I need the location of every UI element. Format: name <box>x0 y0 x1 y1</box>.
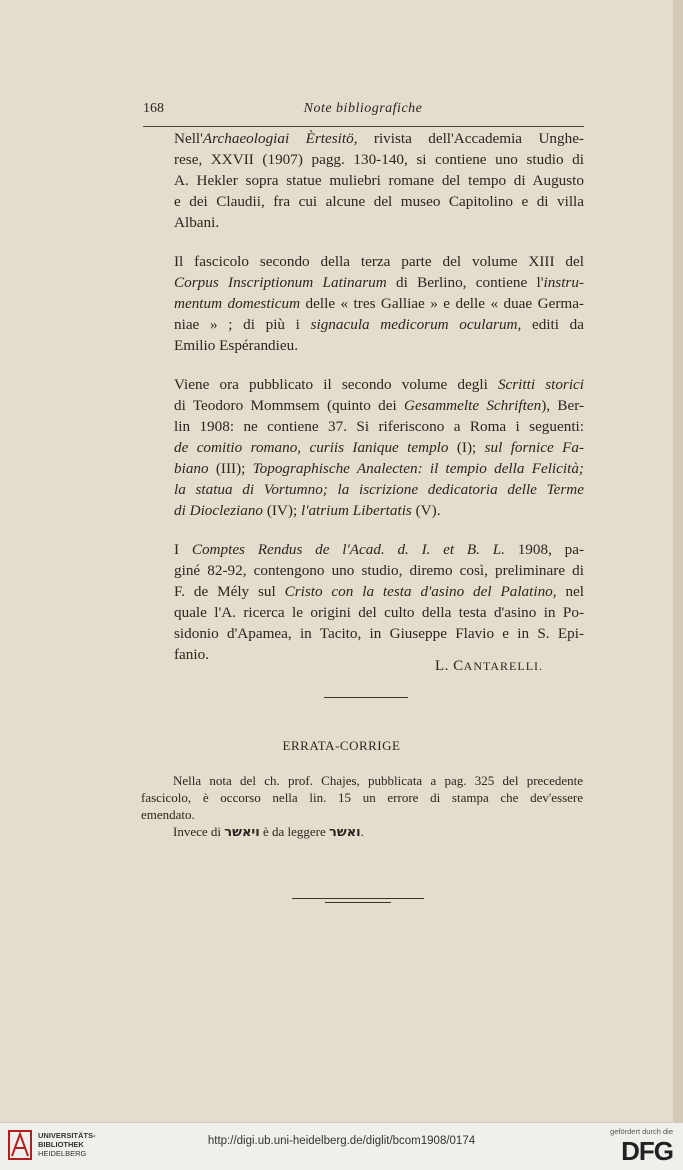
text-line: Nell'Archaeologiai Èrtesitö, rivista dell'Accademia Unghe- <box>174 130 584 147</box>
text-line: biano (III); Topographische Analecten: il tempio della Felicità; <box>174 460 584 477</box>
text-line: A. Hekler sopra statue muliebri romane del tempo di Augusto <box>174 172 584 189</box>
article-body <box>142 128 584 665</box>
text-line: I Comptes Rendus de l'Acad. d. I. et B. L. 1908, pa- <box>174 541 585 558</box>
text-line: mentum domesticum delle « tres Galliae » e delle « duae Germa- <box>174 295 584 312</box>
paragraph <box>142 539 584 665</box>
text-line: de comitio romano, curiis Ianique templo (I); sul fornice Fa- <box>174 439 584 456</box>
italic-text: sul fornice Fa- <box>484 439 584 456</box>
paragraph <box>142 374 584 521</box>
text-line: Corpus Inscriptionum Latinarum di Berlino, contiene l'instru- <box>174 274 584 291</box>
text-line: Emilio Espérandieu. <box>174 337 298 354</box>
errata-text: . <box>360 824 364 839</box>
errata-line: emendato. <box>141 807 195 822</box>
end-rule-short <box>325 902 391 903</box>
errata-text: è da leggere <box>259 824 330 839</box>
italic-text: Cristo con la testa d'asino del Palatino, <box>284 583 557 600</box>
italic-text: di Diocleziano <box>174 502 264 519</box>
page-number: 168 <box>143 101 164 116</box>
text-line: rese, XXVII (1907) pagg. 130-140, si contiene uno studio di <box>174 151 584 168</box>
italic-text: Topographische Analecten: il tempio della Felicità; <box>252 460 584 477</box>
italic-text: Scritti storici <box>497 376 585 393</box>
text-line: quale l'A. ricerca le origini del culto della testa d'asino in Po- <box>174 604 584 621</box>
text-line: di Diocleziano (IV); l'atrium Libertatis (V). <box>174 502 441 519</box>
signature-surname: ANTARELLI. <box>463 659 544 673</box>
permalink-url[interactable]: http://digi.ub.uni-heidelberg.de/diglit/bcom1908/0174 <box>207 1135 476 1147</box>
hebrew-wrong-word: ויאשר <box>224 825 260 840</box>
viewer-footer <box>0 1122 683 1170</box>
italic-text: Gesammelte Schriften <box>403 397 542 414</box>
text-line: e dei Claudii, fra cui alcune del museo Capitolino e di villa <box>174 193 584 210</box>
section-divider <box>324 697 408 698</box>
dfg-logo: DFG <box>621 1136 673 1166</box>
signature-initial: L. C <box>435 658 464 674</box>
text-line: Il fascicolo secondo della terza parte del volume XIII del <box>174 253 584 270</box>
errata-line: fascicolo, è occorso nella lin. 15 un errore di stampa che dev'essere <box>141 790 583 805</box>
text-line: niae » ; di più i signacula medicorum ocularum, editi da <box>174 316 584 333</box>
page-header <box>143 101 583 123</box>
italic-text: de comitio romano, curiis Ianique templo <box>174 439 449 456</box>
italic-text: Corpus Inscriptionum Latinarum <box>174 274 387 291</box>
errata-body <box>141 772 583 841</box>
italic-text: instru- <box>543 274 584 291</box>
text-line: sidonio d'Apamea, in Tacito, in Giuseppe Flavio e in S. Epi- <box>174 625 584 642</box>
page-edge <box>673 0 683 1122</box>
author-signature <box>435 658 543 675</box>
italic-text: biano <box>174 460 209 477</box>
text-line: F. de Mély sul Cristo con la testa d'asino del Palatino, nel <box>174 583 584 600</box>
paragraph <box>142 128 584 233</box>
italic-text: la statua di Vortumno; la iscrizione dedicatoria delle Terme <box>174 481 584 498</box>
text-line <box>142 479 584 500</box>
errata-correction-line <box>141 823 583 841</box>
italic-text: mentum domesticum <box>174 295 301 312</box>
errata-text: Invece di <box>173 824 225 839</box>
text-line: giné 82-92, contengono uno studio, diremo così, preliminare di <box>174 562 584 579</box>
italic-text: Comptes Rendus de l'Acad. d. I. et B. L. <box>191 541 505 558</box>
errata-line: Nella nota del ch. prof. Chajes, pubblicata a pag. 325 del precedente <box>173 773 583 788</box>
errata-title: ERRATA-CORRIGE <box>282 738 401 753</box>
text-line: di Teodoro Mommsem (quinto dei Gesammelte Schriften), Ber- <box>174 397 585 414</box>
header-rule <box>143 126 584 127</box>
end-rule <box>292 898 424 899</box>
text-line: fanio. <box>174 646 210 663</box>
sponsor-note: gefördert durch die <box>610 1127 673 1136</box>
text-line: Viene ora pubblicato il secondo volume degli Scritti storici <box>174 376 585 393</box>
running-head: Note bibliografiche <box>303 101 423 116</box>
paragraph <box>142 251 584 356</box>
italic-text: l'atrium Libertatis <box>300 502 412 519</box>
text-line: lin 1908: ne contiene 37. Si riferiscono a Roma i seguenti: <box>174 418 584 435</box>
text-line: Albani. <box>174 214 220 231</box>
italic-text: Archaeologiai Èrtesitö, <box>202 130 358 147</box>
library-name: UNIVERSITÄTS- BIBLIOTHEK HEIDELBERG <box>38 1131 96 1158</box>
italic-text: signacula medicorum ocularum, <box>310 316 522 333</box>
hebrew-correct-word: ואשר <box>329 825 361 840</box>
